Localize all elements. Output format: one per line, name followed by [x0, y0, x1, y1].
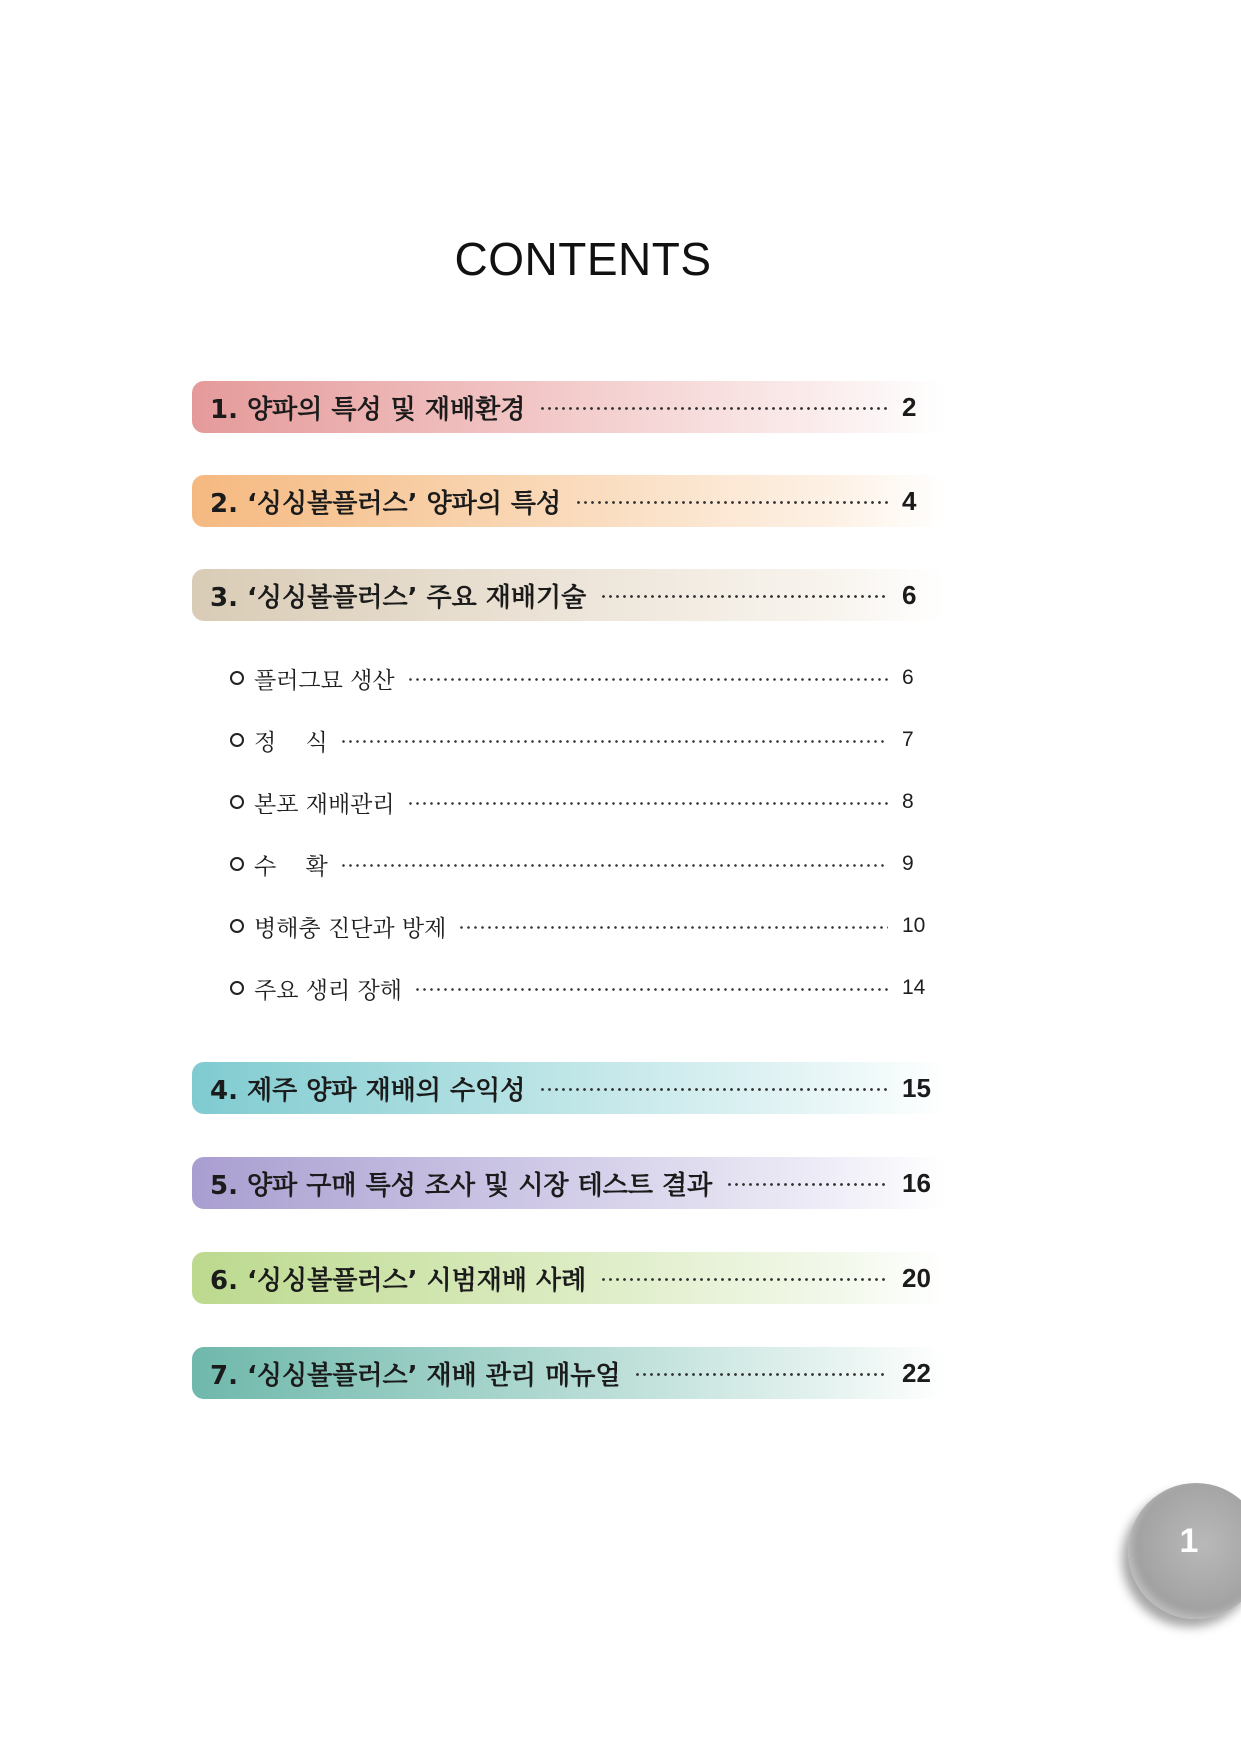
dot-leader [407, 802, 888, 805]
toc-section-page: 6 [902, 579, 917, 610]
circle-bullet-icon [230, 733, 244, 747]
toc-subsection-page: 7 [902, 728, 914, 751]
circle-bullet-icon [230, 981, 244, 995]
dot-leader [600, 595, 888, 598]
toc-section-label: 3. ‘싱싱볼플러스’ 주요 재배기술 [210, 582, 587, 613]
toc-section-page: 22 [902, 1357, 931, 1388]
toc-subsection-page: 14 [902, 976, 926, 999]
toc-subsection-3[interactable] [230, 785, 946, 819]
circle-bullet-icon [230, 919, 244, 933]
toc-section-3[interactable] [192, 569, 946, 621]
toc-section-4[interactable] [192, 1062, 946, 1114]
circle-bullet-icon [230, 795, 244, 809]
toc-subsection-label: 플러그묘 생산 [254, 667, 395, 694]
toc-section-page: 2 [902, 391, 917, 422]
dot-leader [539, 1088, 888, 1091]
toc-subsection-5[interactable] [230, 909, 946, 943]
toc-subsection-label: 주요 생리 장해 [254, 977, 402, 1004]
toc-subsection-1[interactable] [230, 661, 946, 695]
circle-bullet-icon [230, 671, 244, 685]
dot-leader [726, 1183, 888, 1186]
toc-subsection-page: 6 [902, 666, 914, 689]
toc-section-label: 1. 양파의 특성 및 재배환경 [210, 394, 526, 425]
circle-bullet-icon [230, 857, 244, 871]
toc-section-page: 15 [902, 1072, 931, 1103]
toc-section-page: 20 [902, 1262, 931, 1293]
toc-subsection-4[interactable] [230, 847, 946, 881]
dot-leader [407, 678, 888, 681]
toc-subsection-label: 정 식 [254, 729, 328, 756]
toc-section-5[interactable] [192, 1157, 946, 1209]
toc-section-2[interactable] [192, 475, 946, 527]
toc-section-label: 6. ‘싱싱볼플러스’ 시범재배 사례 [210, 1265, 587, 1296]
page-title: CONTENTS [454, 233, 712, 285]
dot-leader [458, 926, 888, 929]
toc-section-1[interactable] [192, 381, 946, 433]
toc-section-page: 16 [902, 1167, 931, 1198]
toc-section-label: 2. ‘싱싱볼플러스’ 양파의 특성 [210, 488, 562, 519]
toc-subsection-page: 8 [902, 790, 914, 813]
toc-subsection-page: 10 [902, 914, 926, 937]
dot-leader [340, 864, 888, 867]
dot-leader [539, 407, 888, 410]
dot-leader [600, 1278, 888, 1281]
toc-subsection-6[interactable] [230, 971, 946, 1005]
toc-section-6[interactable] [192, 1252, 946, 1304]
toc-section-label: 7. ‘싱싱볼플러스’ 재배 관리 매뉴얼 [210, 1360, 621, 1391]
toc-section-7[interactable] [192, 1347, 946, 1399]
toc-section-label: 4. 제주 양파 재배의 수익성 [210, 1075, 526, 1106]
dot-leader [575, 501, 888, 504]
toc-subsection-2[interactable] [230, 723, 946, 757]
toc-section-label: 5. 양파 구매 특성 조사 및 시장 테스트 결과 [210, 1170, 713, 1201]
dot-leader [414, 988, 888, 991]
toc-subsection-label: 수 확 [254, 853, 328, 880]
toc-section-page: 4 [902, 485, 917, 516]
page-number: 1 [1179, 1522, 1199, 1560]
dot-leader [340, 740, 888, 743]
toc-subsection-page: 9 [902, 852, 914, 875]
toc-subsection-label: 병해충 진단과 방제 [254, 915, 447, 942]
toc-subsection-label: 본포 재배관리 [254, 791, 395, 818]
dot-leader [634, 1373, 888, 1376]
